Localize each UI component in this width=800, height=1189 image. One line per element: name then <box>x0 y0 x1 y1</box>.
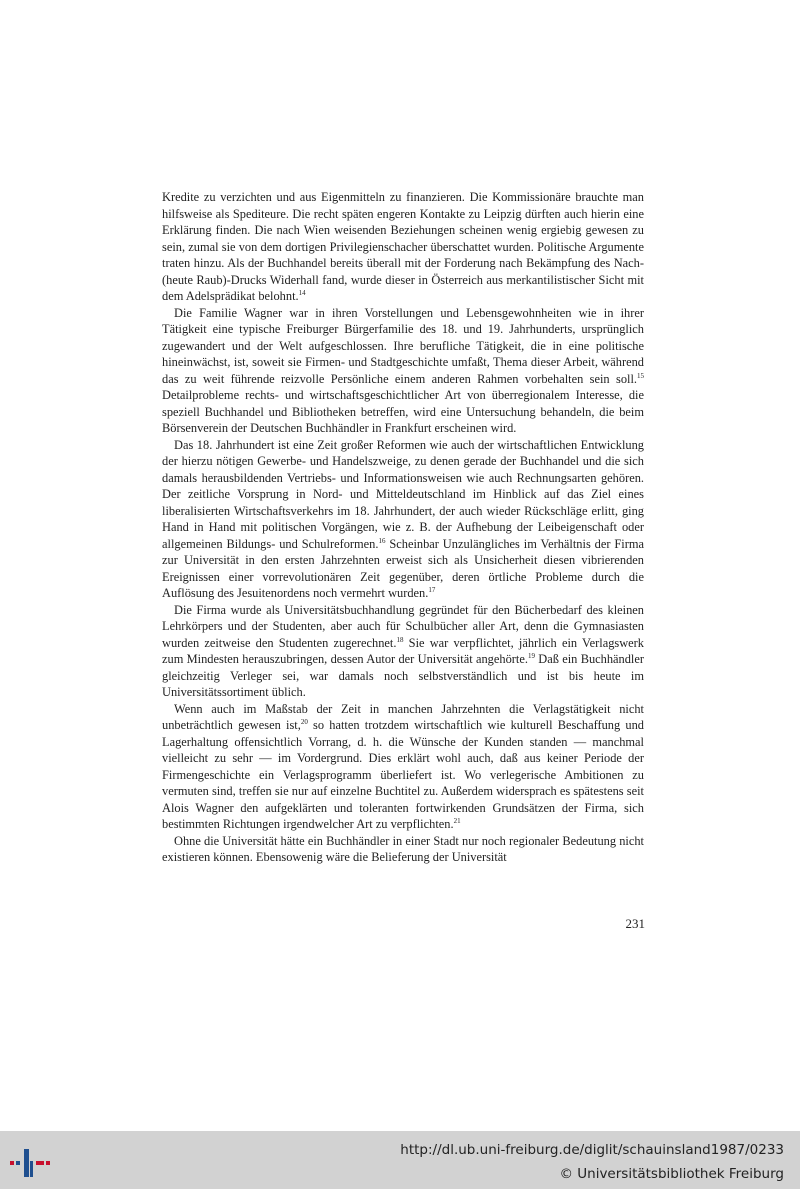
page-body-text <box>162 189 644 866</box>
paragraph: Wenn auch im Maßstab der Zeit in manchen Jahrzehnten die Verlagstätigkeit nicht unbeträchtlich gewesen ist,$^{20}$ so hatten trotzdem wirtschaftlich wie kulturell Beschaffung und Lagerhaltung offensichtlich Vorrang, d. h. die Wünsche der Kunden standen — manchmal vielleicht zu sehr — im Vordergrund. Dies erklärt wohl auch, daß aus keiner Periode der Firmengeschichte ein Verlagsprogramm überliefert ist. Wo verlegerische Ambitionen zu vermuten sind, treffen sie nur auf einzelne Buchtitel zu. Außerdem widersprach es spätestens seit Alois Wagner den aufgeklärten und toleranten fortwirkenden Grundsätzen der Firma, sich bestimmten Richtungen irgendwelcher Art zu verpflichten.$^{21}$ <box>162 701 645 831</box>
paragraph: Ohne die Universität hätte ein Buchhändler in einer Stadt nur noch regionaler Bedeutung nicht existieren können. Ebensowenig wäre die Belieferung der Universität <box>162 833 644 864</box>
source-url-link[interactable]: http://dl.ub.uni-freiburg.de/diglit/schauinsland1987/0233 <box>400 1142 784 1158</box>
paragraph: Die Firma wurde als Universitätsbuchhandlung gegründet für den Bücherbedarf des kleinen Lehrkörpers und der Studenten, aber auch für Schulbücher aller Art, denn die Gymnasiasten wurden zeitweise den Studenten zugerechnet.$^{18}$ Sie war verpflichtet, jährlich ein Verlagswerk zum Mindesten herauszubringen, dessen Autor der Universität angehörte.$^{19}$ Daß ein Buchhändler gleichzeitig Verleger sei, war damals noch selbstverständlich und ist bis heute im Universitätssortiment üblich. <box>162 602 645 699</box>
footer-bar <box>0 1131 800 1189</box>
footnote-marker: 14 <box>298 289 306 297</box>
paragraph: Das 18. Jahrhundert ist eine Zeit großer Reformen wie auch der wirtschaftlichen Entwicklung der hierzu nötigen Gewerbe- und Handelszweige, zu denen gerade der Buchhandel und die sich damals herausbildenden Vertriebs- und Informationsweisen wie auch Rechnungsarten gehören. Der zeitliche Vorsprung in Nord- und Mitteldeutschland im Hinblick auf das Ziel eines liberalisierten Wirtschaftsverkehrs im 18. Jahrhundert, der auch wieder Rückschläge erlitt, ging Hand in Hand mit politischen Vorgängen, wie z. B. der Aufhebung der Leibeigenschaft oder allgemeinen Bildungs- und Schulreformen.$^{16}$ Scheinbar Unzulängliches im Verhältnis der Firma zur Universität in den ersten Jahrzehnten erweist sich als Unsicherheit diesen vibrierenden Ereignissen einer vorrevolutionären Zeit gegenüber, deren örtliche Probleme durch die Auflösung des Jesuitenordens noch vermehrt wurden.$^{17}$ <box>162 437 644 600</box>
paragraph: Kredite zu verzichten und aus Eigenmitteln zu finanzieren. Die Kommissionäre brauchte man hilfsweise als Spediteure. Die recht späten engeren Kontakte zu Leipzig dürften auch hierin eine Erklärung finden. Die nach Wien weisenden Beziehungen scheinen wenig ergiebig gewesen zu sein, zumal sie von dem dortigen Privilegienschacher überschattet wurden. Politische Argumente traten hinzu. Als der Buchhandel bereits überall mit der Forderung nach Bekämpfung des Nach-(heute Raub)-Drucks Widerhall fand, wurde dieser in Österreich aus merkantilistischer Sicht mit dem Adelsprädikat belohnt.$^{14}$ <box>162 190 644 303</box>
footnote-marker: 19 <box>527 652 535 660</box>
footnote-marker: 20 <box>300 718 308 726</box>
footnote-marker: 18 <box>396 635 404 644</box>
footnote-marker: 21 <box>453 817 461 825</box>
paragraph: Die Familie Wagner war in ihren Vorstellungen und Lebensgewohnheiten wie in ihrer Tätigkeit eine typische Freiburger Bürgerfamilie des 18. und 19. Jahrhunderts, ursprünglich zugewandert und der Welt aufgeschlossen. Ihre berufliche Tätigkeit, die in eine politische hineinwächst, ist, soweit sie Firmen- und Stadtgeschichte umfaßt, Thema dieser Arbeit, während das zu weit führende reizvolle Persönliche einem anderen Rahmen vorbehalten sein soll.$^{15}$ Detailprobleme rechts- und wirtschaftsgeschichtlicher Art von überregionalem Interesse, die speziell Buchhandel und Bibliotheken betreffen, wird eine Untersuchung behandeln, die beim Börsenverein der Deutschen Buchhändler in Frankfurt erscheinen wird. <box>162 305 644 435</box>
footnote-marker: 16 <box>378 536 386 545</box>
footnote-marker: 17 <box>428 586 436 594</box>
library-logo-icon <box>10 1141 54 1181</box>
page-number: 231 <box>625 916 645 931</box>
footnote-marker: 15 <box>637 371 644 380</box>
copyright-notice: © Universitätsbibliothek Freiburg <box>559 1166 784 1182</box>
